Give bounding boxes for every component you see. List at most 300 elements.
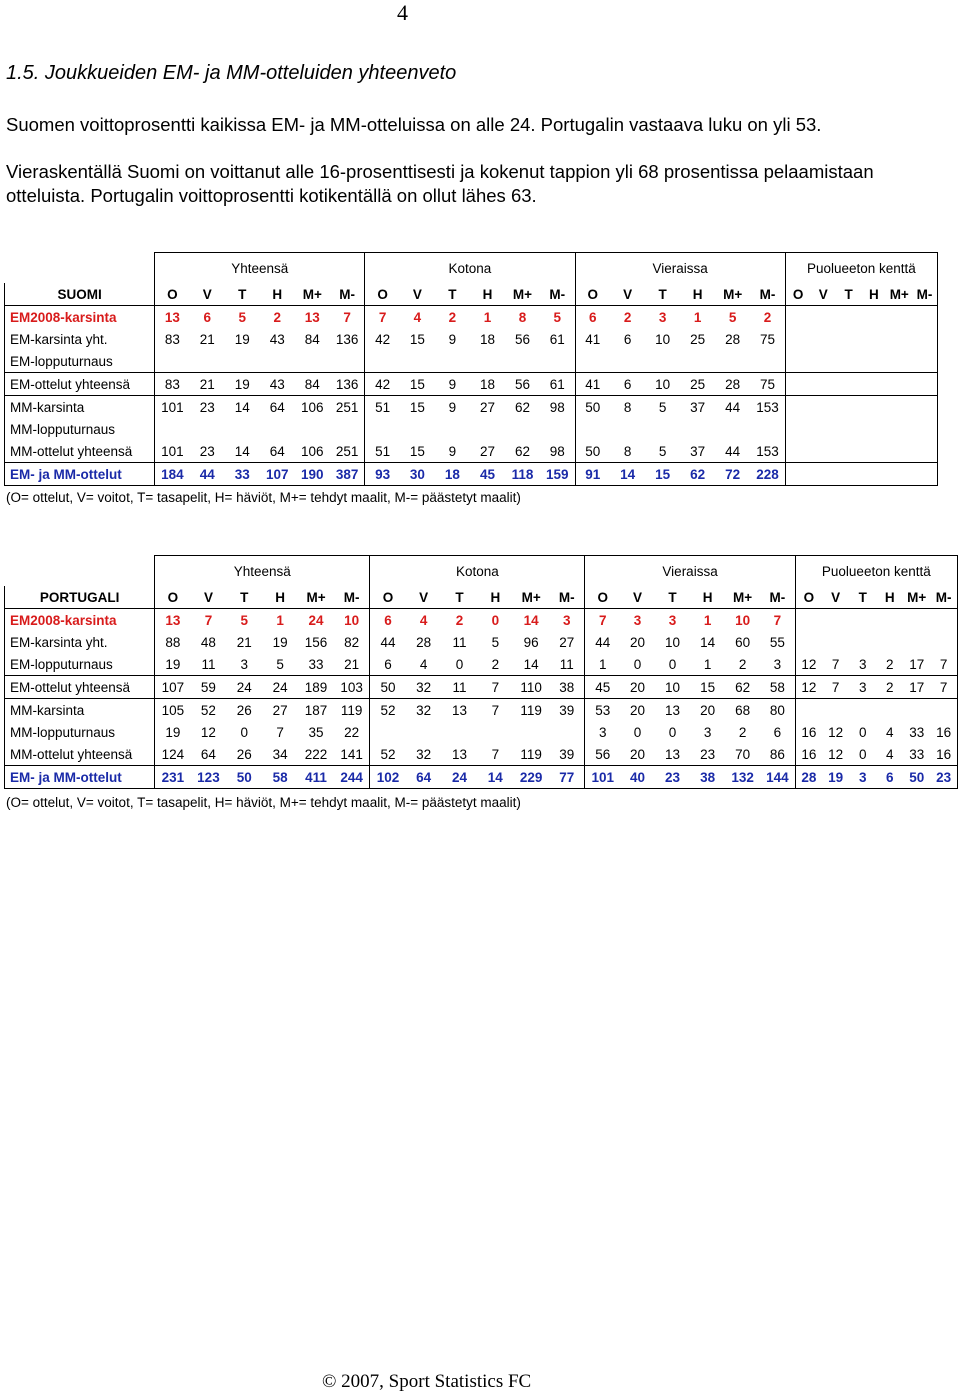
table-cell: 11 <box>201 656 216 672</box>
footnote-suomi: (O= ottelut, V= voitot, T= tasapelit, H= häviöt, M+= tehdyt maalit, M-= päästetyt maalit) <box>6 490 521 505</box>
table-row <box>5 743 958 766</box>
table-cell <box>836 373 861 396</box>
table-cell: 38 <box>549 676 585 699</box>
table-cell: 19 <box>225 373 260 396</box>
table-cell: 3 <box>240 656 249 672</box>
group-header: Kotona <box>370 556 585 587</box>
table-cell: 44 <box>715 396 750 419</box>
column-header: M+ <box>887 283 912 306</box>
table-cell: 60 <box>735 634 751 650</box>
table-cell <box>155 350 190 373</box>
table-cell <box>887 463 912 486</box>
table-cell: 68 <box>725 699 760 722</box>
table-cell: 187 <box>298 699 334 722</box>
table-cell <box>400 418 435 440</box>
table-row <box>5 373 938 396</box>
group-header-empty <box>5 556 155 587</box>
table-cell: 6 <box>623 331 632 347</box>
column-header: H <box>477 586 513 609</box>
table-cell: 72 <box>715 463 750 486</box>
table-cell <box>330 350 365 373</box>
table-cell: 119 <box>520 746 542 762</box>
table-cell <box>861 396 886 419</box>
table-cell: 251 <box>335 443 359 459</box>
table-cell: 228 <box>750 463 785 486</box>
table-cell: 48 <box>200 634 216 650</box>
table-cell <box>155 418 190 440</box>
column-header: T <box>442 586 478 609</box>
table-cell <box>540 418 575 440</box>
column-header: O <box>585 586 620 609</box>
table-cell: 3 <box>585 721 620 743</box>
table-cell: 7 <box>831 656 840 672</box>
column-header: O <box>575 283 610 306</box>
column-header: V <box>191 586 227 609</box>
table-cell <box>861 350 886 373</box>
column-header: V <box>190 283 225 306</box>
table-cell <box>225 418 260 440</box>
table-cell: 8 <box>623 443 632 459</box>
table-cell: 21 <box>344 656 360 672</box>
table-cell: 3 <box>549 609 585 632</box>
group-header: Puolueeton kenttä <box>785 253 937 284</box>
table-cell <box>645 418 680 440</box>
table-cell: 0 <box>668 656 677 672</box>
table-cell: 24 <box>298 609 334 632</box>
table-cell: 107 <box>260 463 295 486</box>
table-cell: 64 <box>200 746 216 762</box>
table-cell <box>876 609 903 632</box>
table-cell: 6 <box>370 609 406 632</box>
table-cell: 10 <box>665 634 681 650</box>
table-row <box>5 631 958 653</box>
table-cell: 15 <box>400 373 435 396</box>
table-cell: 12 <box>200 724 216 740</box>
table-cell: 2 <box>876 676 903 699</box>
table-cell: 6 <box>370 653 406 676</box>
table-cell <box>442 721 478 743</box>
table-row <box>5 418 938 440</box>
table-cell <box>836 463 861 486</box>
table-cell: 23 <box>930 766 957 789</box>
table-cell: 387 <box>330 463 365 486</box>
table-cell: 156 <box>304 634 328 650</box>
table-cell: 18 <box>470 373 505 396</box>
table-cell: 27 <box>470 396 505 419</box>
table-cell <box>811 306 836 329</box>
table-cell: 28 <box>725 331 741 347</box>
table-cell <box>822 631 849 653</box>
table-cell: 41 <box>575 373 610 396</box>
table-cell: 91 <box>575 463 610 486</box>
table-cell <box>225 350 260 373</box>
table-cell <box>912 350 938 373</box>
table-cell: 43 <box>260 373 295 396</box>
table-cell: 5 <box>715 306 750 329</box>
table-cell <box>750 418 785 440</box>
table-cell: 0 <box>633 724 642 740</box>
table-cell: 0 <box>477 609 513 632</box>
stats-table-portugali <box>4 555 958 789</box>
group-header: Yhteensä <box>155 556 370 587</box>
table-cell: 3 <box>655 609 690 632</box>
table-cell <box>811 328 836 350</box>
table-cell: 9 <box>448 331 457 347</box>
table-cell: 64 <box>260 396 295 419</box>
table-cell: 3 <box>620 609 655 632</box>
table-cell: 2 <box>738 656 747 672</box>
table-cell: 51 <box>365 440 400 463</box>
table-cell: 27 <box>262 699 298 722</box>
table-cell <box>903 631 930 653</box>
table-cell: 42 <box>365 373 400 396</box>
table-cell: 13 <box>665 746 681 762</box>
group-header: Vieraissa <box>585 556 795 587</box>
row-label: EM-karsinta yht. <box>5 631 155 653</box>
table-cell: 19 <box>822 766 849 789</box>
table-cell: 9 <box>435 373 470 396</box>
table-cell: 0 <box>668 724 677 740</box>
table-cell <box>680 418 715 440</box>
row-label: EM-karsinta yht. <box>5 328 155 350</box>
table-cell <box>836 328 861 350</box>
table-cell: 26 <box>236 746 252 762</box>
table-cell: 7 <box>822 676 849 699</box>
group-header: Kotona <box>365 253 575 284</box>
column-header: T <box>645 283 680 306</box>
table-cell: 88 <box>155 631 191 653</box>
table-cell <box>811 373 836 396</box>
table-cell: 38 <box>690 766 725 789</box>
table-cell <box>795 631 822 653</box>
table-cell: 118 <box>505 463 540 486</box>
group-header-empty <box>5 253 155 284</box>
column-header: M+ <box>505 283 540 306</box>
table-cell: 14 <box>477 766 513 789</box>
table-cell: 101 <box>155 396 190 419</box>
table-cell: 6 <box>773 724 782 740</box>
table-row <box>5 653 958 676</box>
table-cell: 3 <box>858 656 867 672</box>
table-cell: 251 <box>330 396 365 419</box>
column-header: O <box>795 586 822 609</box>
table-cell: 51 <box>365 396 400 419</box>
footnote-portugali: (O= ottelut, V= voitot, T= tasapelit, H= häviöt, M+= tehdyt maalit, M-= päästetyt maalit) <box>6 795 521 810</box>
table-cell: 27 <box>479 443 495 459</box>
table-cell: 32 <box>406 699 442 722</box>
table-cell: 14 <box>700 634 716 650</box>
table-cell <box>795 699 822 722</box>
section-heading: 1.5. Joukkueiden EM- ja MM-otteluiden yhteenveto <box>6 62 457 84</box>
table-cell: 11 <box>559 656 574 672</box>
table-cell: 19 <box>234 331 250 347</box>
column-header: O <box>370 586 406 609</box>
table-cell: 6 <box>575 306 610 329</box>
table-cell: 15 <box>645 463 680 486</box>
table-cell: 3 <box>849 766 876 789</box>
table-cell <box>785 350 810 373</box>
table-cell: 44 <box>585 631 620 653</box>
table-cell: 2 <box>442 609 478 632</box>
table-cell <box>513 721 549 743</box>
table-cell: 1 <box>585 653 620 676</box>
table-cell: 14 <box>234 443 250 459</box>
table-cell: 10 <box>725 609 760 632</box>
table-cell: 8 <box>610 396 645 419</box>
table-cell: 5 <box>645 396 680 419</box>
table-cell: 61 <box>540 373 575 396</box>
table-cell: 222 <box>304 746 328 762</box>
table-cell: 10 <box>655 676 690 699</box>
table-cell: 5 <box>658 443 667 459</box>
table-cell: 123 <box>191 766 227 789</box>
column-header: M- <box>912 283 938 306</box>
table-cell: 14 <box>225 396 260 419</box>
table-cell: 16 <box>795 743 822 766</box>
table-cell: 7 <box>477 676 513 699</box>
table-cell <box>795 609 822 632</box>
table-cell: 10 <box>645 373 680 396</box>
table-cell: 30 <box>400 463 435 486</box>
table-cell: 22 <box>344 724 360 740</box>
table-cell: 5 <box>276 656 284 672</box>
column-header: H <box>690 586 725 609</box>
row-label: MM-karsinta <box>5 699 155 722</box>
table-cell <box>822 699 849 722</box>
table-cell: 12 <box>828 746 844 762</box>
table-row <box>5 721 958 743</box>
table-cell <box>876 699 903 722</box>
column-header: H <box>680 283 715 306</box>
table-cell: 84 <box>295 373 330 396</box>
table-cell <box>861 373 886 396</box>
table-cell <box>811 396 836 419</box>
table-cell <box>680 350 715 373</box>
table-cell: 56 <box>585 743 620 766</box>
table-cell <box>370 721 406 743</box>
table-cell: 55 <box>769 634 785 650</box>
table-cell: 7 <box>330 306 365 329</box>
table-cell: 231 <box>155 766 191 789</box>
table-cell <box>912 373 938 396</box>
table-cell <box>785 396 810 419</box>
table-cell: 411 <box>298 766 334 789</box>
table-cell <box>400 350 435 373</box>
table-cell: 39 <box>559 746 575 762</box>
table-cell: 136 <box>335 331 359 347</box>
table-cell: 37 <box>680 396 715 419</box>
table-cell: 58 <box>262 766 298 789</box>
table-cell: 37 <box>690 443 706 459</box>
table-cell: 44 <box>190 463 225 486</box>
table-row <box>5 676 958 699</box>
table-row <box>5 440 938 463</box>
table-row <box>5 328 938 350</box>
table-cell <box>785 440 810 463</box>
table-cell <box>470 350 505 373</box>
table-cell: 53 <box>585 699 620 722</box>
table-cell: 141 <box>340 746 363 762</box>
table-cell: 153 <box>750 396 785 419</box>
table-cell: 50 <box>370 676 406 699</box>
table-cell: 50 <box>226 766 262 789</box>
table-cell <box>785 373 810 396</box>
intro-paragraph-2: Vieraskentällä Suomi on voittanut alle 16-prosenttisesti ja kokenut tappion yli 68 prosentissa pelaamistaan otteluista. Portugalin voittoprosentti kotikentällä on ollut lähes 63. <box>6 161 874 206</box>
table-cell <box>435 418 470 440</box>
column-header: V <box>822 586 849 609</box>
row-label: MM-ottelut yhteensä <box>5 743 155 766</box>
table-cell: 24 <box>262 676 298 699</box>
table-cell: 189 <box>298 676 334 699</box>
table-cell: 93 <box>365 463 400 486</box>
row-label: MM-karsinta <box>5 396 155 419</box>
table-cell: 10 <box>655 331 671 347</box>
table-cell <box>477 721 513 743</box>
table-cell: 14 <box>513 609 549 632</box>
table-cell: 20 <box>620 699 655 722</box>
table-cell <box>887 440 912 463</box>
table-cell: 190 <box>295 463 330 486</box>
table-cell <box>930 609 957 632</box>
table-cell: 7 <box>930 676 957 699</box>
table-cell: 0 <box>240 724 249 740</box>
table-cell: 32 <box>406 676 442 699</box>
table-cell: 3 <box>773 656 782 672</box>
table-cell: 52 <box>370 743 406 766</box>
table-cell: 0 <box>858 746 867 762</box>
table-cell <box>887 328 912 350</box>
table-cell: 13 <box>295 306 330 329</box>
table-cell <box>505 418 540 440</box>
table-cell: 21 <box>190 373 225 396</box>
table-cell: 83 <box>155 373 190 396</box>
table-cell <box>295 418 330 440</box>
table-cell: 244 <box>334 766 370 789</box>
table-row <box>5 306 938 329</box>
column-header: M- <box>930 586 957 609</box>
table-cell: 12 <box>795 653 822 676</box>
table-cell <box>836 418 861 440</box>
table-cell: 50 <box>575 440 610 463</box>
table-cell: 13 <box>155 306 190 329</box>
column-header: V <box>620 586 655 609</box>
table-cell <box>836 440 861 463</box>
table-cell <box>715 418 750 440</box>
table-cell: 103 <box>334 676 370 699</box>
table-cell: 32 <box>416 746 432 762</box>
column-header: M+ <box>295 283 330 306</box>
table-cell: 144 <box>760 766 795 789</box>
table-cell: 56 <box>514 331 530 347</box>
table-cell <box>887 396 912 419</box>
row-label: MM-lopputurnaus <box>5 418 155 440</box>
table-cell: 59 <box>191 676 227 699</box>
column-header: H <box>262 586 298 609</box>
table-cell <box>887 306 912 329</box>
table-cell <box>365 350 400 373</box>
table-cell: 14 <box>523 656 539 672</box>
row-label: EM-lopputurnaus <box>5 350 155 373</box>
table-cell: 13 <box>155 609 191 632</box>
column-header: H <box>470 283 505 306</box>
table-cell: 20 <box>630 746 646 762</box>
table-cell: 24 <box>442 766 478 789</box>
row-label: EM2008-karsinta <box>5 306 155 329</box>
column-header: T <box>655 586 690 609</box>
table-cell <box>811 440 836 463</box>
table-cell: 2 <box>435 306 470 329</box>
table-cell: 40 <box>620 766 655 789</box>
table-cell: 64 <box>269 443 285 459</box>
table-cell <box>190 350 225 373</box>
table-cell <box>785 328 810 350</box>
table-cell <box>912 440 938 463</box>
row-label: EM2008-karsinta <box>5 609 155 632</box>
table-cell: 28 <box>416 634 432 650</box>
column-header: M+ <box>715 283 750 306</box>
column-header: M- <box>760 586 795 609</box>
table-cell <box>849 631 876 653</box>
column-header: M+ <box>725 586 760 609</box>
column-header: T <box>226 586 262 609</box>
table-cell <box>912 418 938 440</box>
table-cell: 70 <box>735 746 751 762</box>
table-cell: 45 <box>470 463 505 486</box>
table-cell: 86 <box>769 746 785 762</box>
table-cell <box>645 350 680 373</box>
table-cell: 13 <box>451 746 467 762</box>
table-cell <box>861 328 886 350</box>
table-cell: 110 <box>513 676 549 699</box>
table-cell: 50 <box>903 766 930 789</box>
table-cell: 23 <box>655 766 690 789</box>
table-cell: 6 <box>610 373 645 396</box>
table-cell: 56 <box>505 373 540 396</box>
table-cell: 101 <box>585 766 620 789</box>
table-cell: 50 <box>575 396 610 419</box>
column-header: H <box>861 283 886 306</box>
table-cell <box>930 631 957 653</box>
stats-table-suomi <box>4 252 938 486</box>
table-cell: 9 <box>435 396 470 419</box>
table-cell: 106 <box>295 396 330 419</box>
row-label: EM- ja MM-ottelut <box>5 766 155 789</box>
table-cell: 6 <box>190 306 225 329</box>
column-header: M+ <box>513 586 549 609</box>
column-header: V <box>610 283 645 306</box>
table-cell: 12 <box>828 724 844 740</box>
table-cell: 23 <box>199 443 215 459</box>
table-cell: 45 <box>585 676 620 699</box>
table-cell <box>861 306 886 329</box>
table-cell: 3 <box>645 306 680 329</box>
table-cell: 132 <box>725 766 760 789</box>
table-cell: 1 <box>680 306 715 329</box>
table-cell <box>836 396 861 419</box>
table-cell: 41 <box>575 328 610 350</box>
table-cell: 107 <box>155 676 191 699</box>
column-header: O <box>785 283 810 306</box>
table-row <box>5 699 958 722</box>
table-cell: 101 <box>155 440 190 463</box>
table-cell <box>836 306 861 329</box>
table-cell: 119 <box>513 699 549 722</box>
row-label: MM-ottelut yhteensä <box>5 440 155 463</box>
table-cell: 4 <box>885 724 894 740</box>
table-cell <box>575 350 610 373</box>
table-cell <box>715 350 750 373</box>
table-cell: 62 <box>680 463 715 486</box>
